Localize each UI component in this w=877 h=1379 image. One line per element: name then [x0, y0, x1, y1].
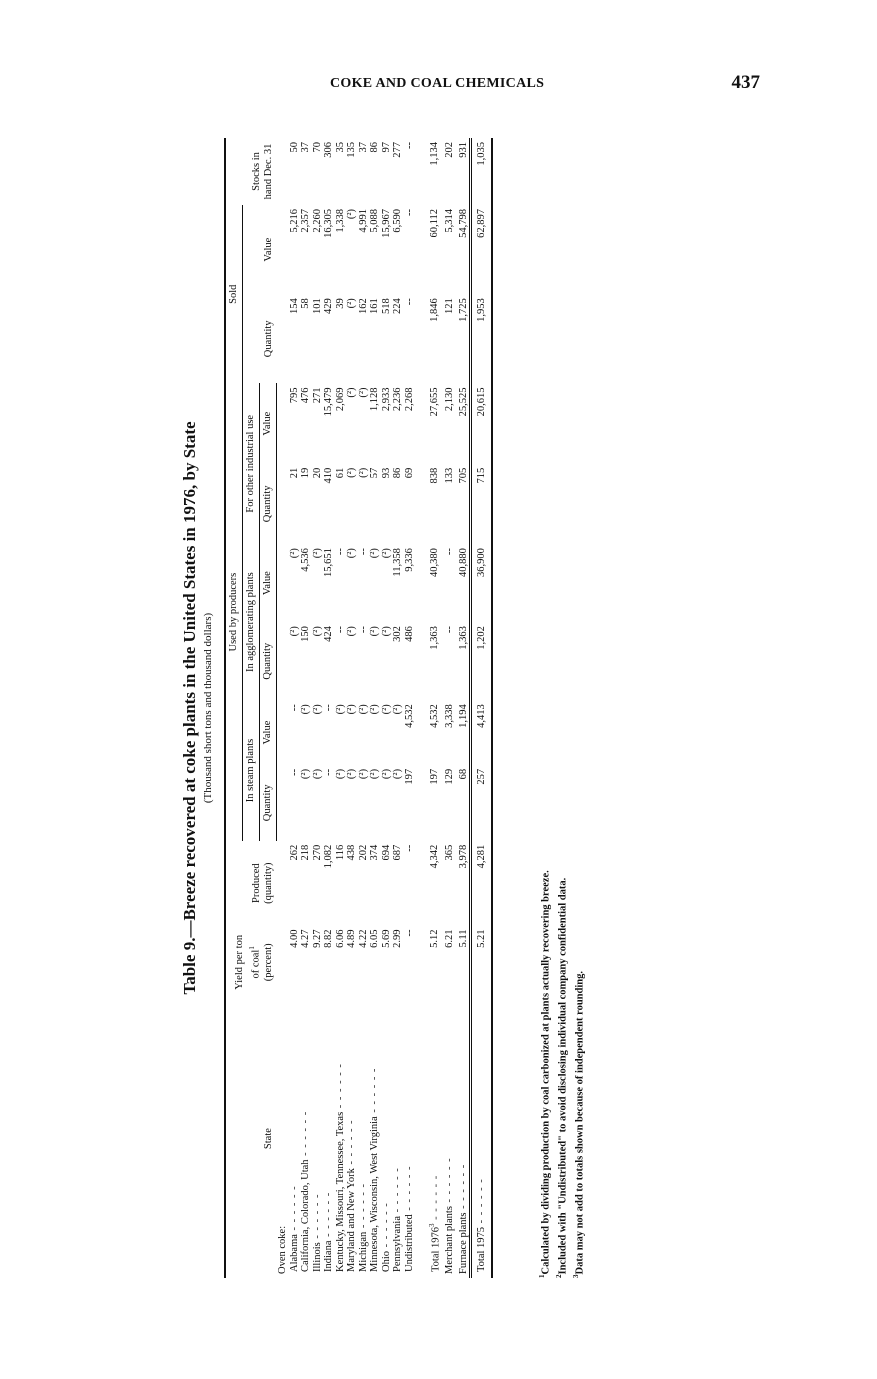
state-cell — [312, 999, 324, 1278]
cell-steam-v: (²) — [369, 704, 380, 715]
cell-sold-v: 62,897 — [471, 205, 492, 294]
group-row — [277, 138, 289, 1278]
state-row — [300, 138, 312, 1278]
landscape-table — [180, 118, 600, 1298]
state-row — [335, 138, 347, 1278]
cell-ind-v: (²) — [346, 387, 357, 398]
cell-produced: 270 — [311, 844, 323, 861]
cell-steam-q: (²) — [311, 768, 323, 780]
table-subtitle: (Thousand short tons and thousand dollars) — [202, 612, 214, 804]
cell-steam-q: 68 — [457, 768, 469, 780]
cell-sold-v: -- — [403, 208, 415, 216]
state-name: Merchant plants — [444, 1206, 455, 1274]
cell-sold-v: 5,216 — [288, 208, 300, 233]
cell-agg-v: 15,651 — [323, 548, 334, 577]
state-name: Total 1975 — [476, 1226, 487, 1272]
cell-ind-q: 20 — [311, 467, 323, 479]
leader-dots: - - - - - - — [392, 1167, 403, 1216]
state-name: California, Colorado, Utah — [300, 1159, 311, 1272]
cell-sold-q: -- — [403, 298, 415, 306]
col-header-state: State — [225, 999, 277, 1278]
col-header-sold-value: Value — [262, 237, 274, 262]
cell-steam-v: (²) — [311, 704, 323, 715]
cell-ind-q: 69 — [403, 467, 415, 479]
cell-steam-v: (²) — [357, 704, 369, 715]
cell-agg-q: -- — [444, 626, 455, 634]
leader-dots: - - - - - - — [457, 1163, 469, 1213]
cell-yield: 5.69 — [380, 929, 392, 948]
leader-dots: - - - - - - — [369, 1067, 380, 1117]
cell-yield: 4.00 — [288, 929, 300, 948]
cell-produced: 365 — [444, 844, 455, 861]
cell-ind-v: 795 — [288, 387, 300, 404]
cell-ind-v: 15,479 — [323, 387, 334, 417]
state-name: Alabama — [288, 1234, 300, 1272]
cell-ind-v: 27,655 — [428, 387, 440, 417]
cell-ind-v: (²) — [357, 387, 369, 398]
header-row-1 — [225, 138, 243, 1278]
cell-ind-v: 2,069 — [334, 387, 346, 412]
breeze-table — [224, 138, 493, 1278]
cell-sold-v: 2,260 — [311, 208, 323, 233]
cell-agg-v: (²) — [369, 548, 380, 559]
state-cell — [381, 999, 393, 1278]
state-row — [381, 138, 393, 1278]
leader-dots: - - - - - - — [403, 1165, 415, 1215]
cell-agg-v: 9,336 — [403, 548, 415, 572]
cell-ind-v: 2,268 — [403, 387, 415, 412]
cell-yield: 5.11 — [457, 929, 469, 948]
leader-dots: - - - - - - — [444, 1157, 455, 1207]
cell-steam-v: 4,532 — [403, 704, 415, 728]
cell-produced: 694 — [380, 844, 392, 861]
cell-agg-q: (²) — [311, 626, 323, 637]
leader-dots: - - - - - - — [300, 1110, 311, 1160]
col-header-other-industrial: For other industrial use — [243, 383, 260, 544]
total-1975-row — [471, 138, 492, 1278]
total-row — [442, 138, 456, 1278]
cell-agg-v: (²) — [311, 548, 323, 559]
cell-steam-q: (²) — [334, 768, 346, 780]
cell-ind-q: 61 — [334, 467, 346, 479]
cell-yield: 2.99 — [392, 929, 403, 948]
footnote-3: $^3$Data may not add to totals shown because of independent rounding. — [572, 971, 586, 1278]
cell-steam-v: (²) — [346, 704, 357, 715]
cell-agg-v: -- — [334, 548, 346, 556]
cell-produced: 3,978 — [457, 844, 469, 869]
leader-dots: - - - - - - — [288, 1185, 300, 1235]
col-header-steam-value: Value — [260, 700, 277, 765]
running-head — [330, 72, 790, 102]
cell-stocks: 931 — [457, 142, 469, 158]
cell-agg-v: 36,900 — [471, 544, 492, 622]
leader-dots: - - - - - - — [476, 1178, 487, 1227]
cell-steam-v: 4,413 — [471, 700, 492, 765]
col-header-used-by-producers: Used by producers — [225, 383, 243, 840]
cell-ind-v: 2,130 — [444, 387, 455, 412]
cell-produced: 438 — [346, 844, 357, 861]
total-row — [425, 138, 442, 1278]
cell-agg-q: 1,363 — [457, 626, 469, 650]
state-name: Undistributed — [403, 1214, 415, 1272]
cell-agg-q: -- — [334, 626, 346, 634]
table-title: Table 9.—Breeze recovered at coke plants in the United States in 1976, by State — [180, 421, 199, 995]
group-label: Oven coke: — [277, 1225, 288, 1274]
state-row — [369, 138, 381, 1278]
cell-sold-v: 60,112 — [428, 208, 440, 238]
cell-steam-q: (²) — [346, 768, 357, 780]
cell-agg-v: (²) — [288, 548, 300, 559]
state-name: Total 1976 — [430, 1226, 442, 1272]
cell-agg-q: 424 — [323, 626, 334, 642]
state-row — [346, 138, 358, 1278]
cell-sold-q: 161 — [369, 298, 380, 314]
cell-agg-q: 1,202 — [471, 622, 492, 700]
cell-stocks: 50 — [288, 142, 300, 153]
cell-sold-v: 16,305 — [323, 208, 334, 238]
cell-stocks: 202 — [444, 142, 455, 158]
state-name: Pennsylvania — [392, 1216, 403, 1272]
cell-agg-q: (²) — [380, 626, 392, 637]
state-name: Furnace plants — [457, 1212, 469, 1274]
table-body — [277, 138, 492, 1278]
cell-ind-v: 25,525 — [457, 387, 469, 417]
footnotes — [536, 138, 587, 1278]
cell-agg-q: 486 — [403, 626, 415, 642]
cell-stocks: 277 — [392, 142, 403, 158]
cell-sold-q: 518 — [380, 298, 392, 314]
leader-dots: - - - - - - — [380, 1202, 392, 1251]
cell-ind-q: 705 — [457, 467, 469, 484]
leader-dots: - - - - - - — [430, 1174, 442, 1224]
cell-stocks: 86 — [369, 142, 380, 153]
state-name: Kentucky, Missouri, Tennessee, Texas — [334, 1111, 346, 1272]
cell-ind-q: (²) — [346, 467, 357, 478]
cell-ind-q: 410 — [323, 467, 334, 484]
cell-sold-v: 6,590 — [392, 208, 403, 233]
cell-agg-q: (²) — [288, 626, 300, 637]
cell-ind-q: 838 — [428, 467, 440, 484]
cell-sold-q: 162 — [357, 298, 369, 314]
state-name: Michigan — [357, 1231, 369, 1272]
state-cell — [404, 999, 416, 1278]
cell-steam-v: (²) — [380, 704, 392, 715]
col-header-sold: Sold — [225, 205, 243, 383]
cell-yield: 6.06 — [334, 929, 346, 948]
state-name: Minnesota, Wisconsin, West Virginia — [369, 1116, 380, 1272]
cell-sold-v: 1,338 — [334, 208, 346, 233]
cell-stocks: 70 — [311, 142, 323, 153]
cell-sold-q: 1,846 — [428, 298, 440, 322]
cell-produced: 374 — [369, 844, 380, 861]
cell-steam-v: 1,194 — [457, 704, 469, 728]
cell-steam-q: (²) — [357, 768, 369, 780]
cell-agg-q: -- — [357, 626, 369, 634]
state-name: Illinois — [311, 1242, 323, 1272]
cell-ind-v: 271 — [311, 387, 323, 404]
cell-steam-q: (²) — [369, 768, 380, 780]
cell-stocks: 35 — [334, 142, 346, 153]
cell-stocks: 135 — [346, 142, 357, 158]
cell-agg-v: (²) — [380, 548, 392, 559]
cell-sold-q: 121 — [444, 298, 455, 314]
leader-dots: - - - - - - — [334, 1063, 346, 1112]
leader-dots: - - - - - - — [357, 1183, 369, 1232]
cell-steam-q: -- — [323, 768, 334, 776]
state-name: Indiana — [323, 1240, 334, 1272]
cell-ind-v: 2,933 — [380, 387, 392, 412]
cell-ind-q: 86 — [392, 467, 403, 479]
cell-stocks: 97 — [380, 142, 392, 153]
state-cell — [300, 999, 312, 1278]
cell-agg-q: (²) — [369, 626, 380, 637]
rotated-table-region — [180, 118, 600, 1298]
cell-stocks: 306 — [323, 142, 334, 158]
cell-steam-v: (²) — [392, 704, 403, 715]
cell-sold-v: 15,967 — [380, 208, 392, 238]
cell-stocks: 1,035 — [471, 138, 492, 205]
col-header-ind-value: Value — [260, 383, 277, 463]
cell-sold-v: 5,314 — [444, 208, 455, 233]
footnote-1: $^1$Calculated by dividing production by coal carbonized at plants actually recovering breeze. — [538, 870, 552, 1278]
state-cell — [442, 999, 456, 1278]
spacer-row — [415, 138, 425, 1278]
cell-sold-q: 1,725 — [457, 298, 469, 322]
leader-dots: - - - - - - — [323, 1191, 334, 1241]
col-header-agg-value: Value — [260, 544, 277, 622]
cell-ind-q: 19 — [300, 467, 311, 479]
cell-sold-q: 1,953 — [471, 294, 492, 383]
cell-produced: 202 — [357, 844, 369, 861]
state-name: Maryland and New York — [346, 1168, 357, 1272]
cell-yield: 8.82 — [323, 929, 334, 948]
cell-agg-v: 4,536 — [300, 548, 311, 572]
cell-steam-q: 197 — [403, 768, 415, 785]
cell-sold-q: 39 — [334, 298, 346, 309]
state-row — [289, 138, 301, 1278]
cell-sold-q: (²) — [346, 298, 357, 309]
cell-produced: -- — [403, 844, 415, 852]
cell-sold-q: 429 — [323, 298, 334, 314]
cell-ind-v: 1,128 — [369, 387, 380, 412]
cell-steam-v: (²) — [334, 704, 346, 715]
state-cell — [456, 999, 471, 1278]
state-cell — [392, 999, 404, 1278]
cell-ind-q: 93 — [380, 467, 392, 479]
cell-agg-v: 40,380 — [428, 548, 440, 577]
cell-steam-q: 197 — [428, 768, 440, 785]
cell-steam-q: 129 — [444, 768, 455, 785]
cell-sold-v: 5,088 — [369, 208, 380, 233]
cell-produced: 687 — [392, 844, 403, 861]
cell-ind-v: 20,615 — [471, 383, 492, 463]
cell-yield: 4.89 — [346, 929, 357, 948]
cell-sold-v: 54,798 — [457, 208, 469, 238]
total-row — [456, 138, 471, 1278]
cell-agg-v: 40,880 — [457, 548, 469, 577]
state-row — [404, 138, 416, 1278]
state-cell — [425, 999, 442, 1278]
cell-steam-q: (²) — [380, 768, 392, 780]
cell-stocks: 1,134 — [428, 142, 440, 166]
cell-yield: 4.22 — [357, 929, 369, 948]
cell-ind-q: 133 — [444, 467, 455, 484]
cell-steam-q: (²) — [392, 768, 403, 780]
state-cell — [323, 999, 335, 1278]
cell-agg-v: 11,358 — [392, 548, 403, 577]
cell-yield: 6.05 — [369, 929, 380, 948]
state-cell — [346, 999, 358, 1278]
cell-steam-v: 4,532 — [428, 704, 440, 728]
cell-steam-v: -- — [288, 704, 300, 712]
cell-ind-q: (²) — [357, 467, 369, 478]
cell-steam-q: 257 — [471, 765, 492, 841]
col-header-steam-quantity: Quantity — [260, 765, 277, 841]
footnote-mark: 3 — [428, 1223, 436, 1227]
state-row — [358, 138, 370, 1278]
state-cell — [471, 999, 492, 1278]
running-title: COKE AND COAL CHEMICALS — [330, 76, 545, 91]
cell-ind-q: 715 — [471, 464, 492, 544]
cell-produced: 218 — [300, 844, 311, 861]
cell-agg-q: (²) — [346, 626, 357, 637]
state-cell — [289, 999, 301, 1278]
cell-sold-v: 2,357 — [300, 208, 311, 233]
cell-steam-v: (²) — [300, 704, 311, 715]
state-cell — [369, 999, 381, 1278]
cell-ind-v: 2,236 — [392, 387, 403, 412]
cell-yield: 6.21 — [444, 929, 455, 948]
state-row — [392, 138, 404, 1278]
cell-yield: 9.27 — [311, 929, 323, 948]
cell-sold-v: (²) — [346, 208, 357, 220]
cell-stocks: 37 — [357, 142, 369, 153]
col-header-yield: Yield per ton of coal$^1$ (percent) — [225, 926, 277, 1000]
cell-agg-q: 302 — [392, 626, 403, 642]
cell-produced: 1,082 — [323, 844, 334, 869]
state-cell — [335, 999, 347, 1278]
cell-produced: 4,342 — [428, 844, 440, 869]
state-row — [323, 138, 335, 1278]
page-number: 437 — [731, 72, 760, 93]
cell-yield: 5.21 — [471, 926, 492, 1000]
cell-steam-q: (²) — [300, 768, 311, 780]
cell-agg-v: -- — [444, 548, 455, 556]
cell-sold-q: 154 — [288, 298, 300, 314]
footnote-2: $^2$Included with "Undistributed" to avoid disclosing individual company confidential data. — [555, 877, 569, 1278]
cell-produced: 4,281 — [471, 841, 492, 926]
col-header-agglomerating: In agglomerating plants — [243, 544, 260, 700]
cell-steam-v: 3,338 — [444, 704, 455, 728]
cell-sold-q: 224 — [392, 298, 403, 314]
col-header-produced: Produced (quantity) — [225, 841, 277, 926]
leader-dots: - - - - - - — [346, 1119, 357, 1169]
cell-agg-v: (²) — [346, 548, 357, 559]
cell-steam-v: -- — [323, 704, 334, 712]
cell-produced: 262 — [288, 844, 300, 861]
state-row — [312, 138, 324, 1278]
state-name: Ohio — [380, 1251, 392, 1272]
cell-ind-q: 21 — [288, 467, 300, 479]
cell-agg-q: 1,363 — [428, 626, 440, 650]
col-header-stocks: Stocks in hand Dec. 31 — [225, 138, 277, 205]
state-cell — [358, 999, 370, 1278]
cell-ind-v: 476 — [300, 387, 311, 404]
cell-steam-q: -- — [288, 768, 300, 776]
cell-ind-q: 57 — [369, 467, 380, 479]
leader-dots: - - - - - - — [311, 1193, 323, 1243]
cell-sold-q: 101 — [311, 298, 323, 314]
cell-yield: 5.12 — [428, 929, 440, 948]
col-header-sold-quantity: Quantity — [262, 320, 274, 358]
col-header-ind-quantity: Quantity — [260, 464, 277, 544]
cell-agg-q: 150 — [300, 626, 311, 642]
col-header-steam-plants: In steam plants — [243, 700, 260, 841]
cell-stocks: -- — [403, 142, 415, 149]
col-header-agg-quantity: Quantity — [260, 622, 277, 700]
cell-sold-v: 4,991 — [357, 208, 369, 233]
cell-yield: -- — [403, 929, 415, 937]
cell-produced: 116 — [334, 844, 346, 861]
cell-agg-v: -- — [357, 548, 369, 556]
cell-sold-q: 58 — [300, 298, 311, 309]
cell-stocks: 37 — [300, 142, 311, 153]
cell-yield: 4.27 — [300, 929, 311, 948]
